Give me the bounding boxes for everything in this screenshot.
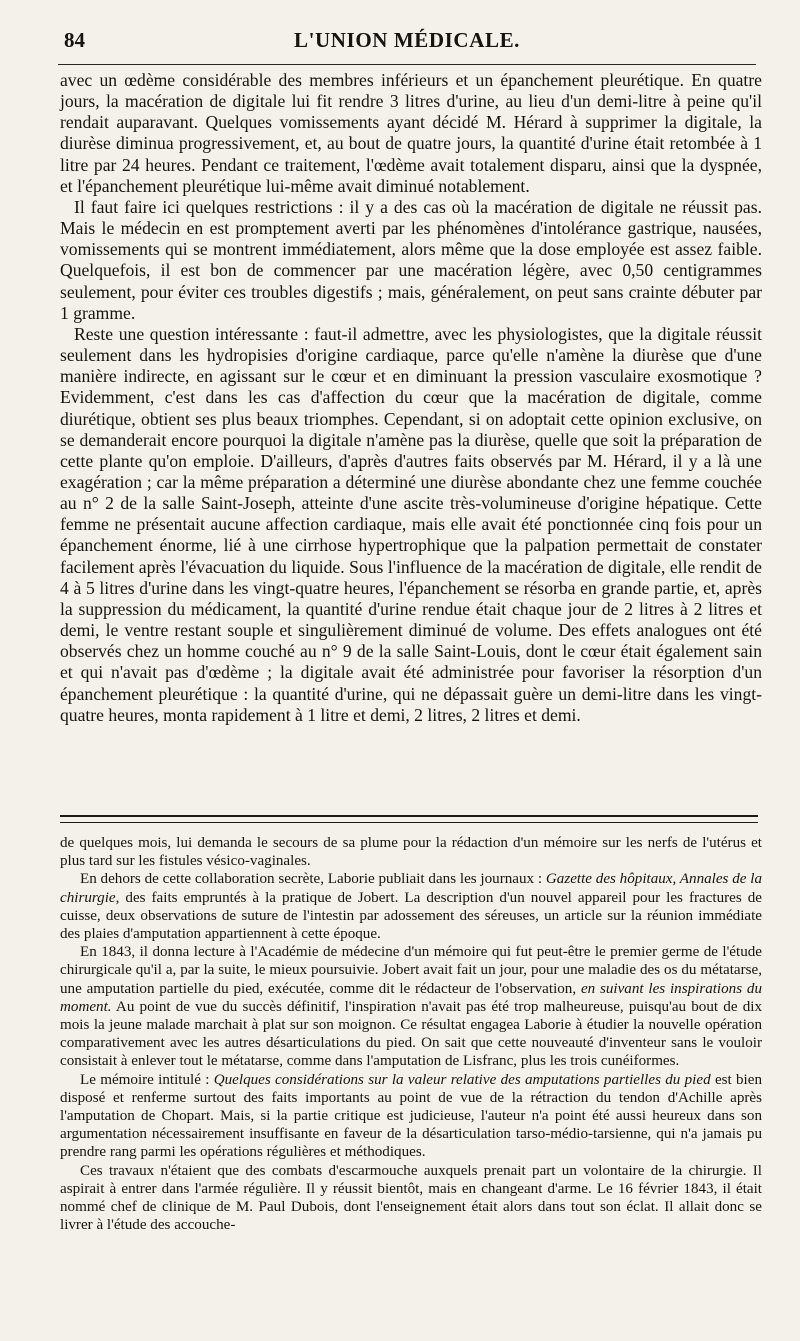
running-title: L'UNION MÉDICALE. [293, 28, 521, 52]
italic-quote: en suivant les inspirations du moment. [60, 980, 762, 1015]
header-rule [58, 64, 756, 65]
feuilleton-text: En 1843, il donna lecture à l'Académie de médecine d'un mémoire qui fut peut-être le premier germe de l'étude chirurgicale qu'il a, par la suite, le mieux poursuivie. Jobert avait fait un jour, pour une maladie des os du métatarse, une amputation partielle du pied, exécutée, comme dit le rédacteur de l'observation, [60, 944, 762, 997]
feuilleton-paragraph-2 [60, 870, 762, 943]
article-paragraph-3: Reste une question intéressante : faut-il admettre, avec les physiologistes, que la digitale réussit seulement dans les hydropisies d'origine cardiaque, parce qu'elle n'amène la diurèse que d'une manière indirecte, en agissant sur le cœur et en diminuant la pression vasculaire exosmotique ? Evidemment, c'est dans les cas d'affection du cœur que la macération de digitale, comme diurétique, obtient ses plus beaux triomphes. Cependant, si on adoptait cette opinion exclusive, on se demanderait encore pourquoi la digitale n'amène pas la diurèse, quelle que soit la préparation de cette plante qu'on emploie. D'ailleurs, d'après d'autres faits observés par M. Hérard, il y a là une exagération ; car la même préparation a déterminé une diurèse abondante chez une femme couchée au n° 2 de la salle Saint-Joseph, atteinte d'une ascite très-volumineuse d'origine hépatique. Cette femme ne présentait aucune affection cardiaque, mais elle avait été ponctionnée cinq fois pour un épanchement énorme, lié à une cirrhose hypertrophique que la palpation permettait de constater facilement après l'évacuation du liquide. Sous l'influence de la macération de digitale, elle rendit de 4 à 5 litres d'urine dans les vingt-quatre heures, l'épanchement se résorba en grande partie, et, après la suppression du médicament, la quantité d'urine rendue était chaque jour de 2 litres à 2 litres et demi, le ventre restant souple et singulièrement diminué de volume. Des effets analogues ont été observés chez un homme couché au n° 9 de la salle Saint-Louis, dont le cœur était également sain et qui n'avait pas d'œdème ; la digitale avait été administrée pour favoriser la résorption d'un épanchement pleurétique : la quantité d'urine, qui ne dépassait guère un demi-litre dans les vingt-quatre heures, monta rapidement à 1 litre et demi, 2 litres, 2 litres et demi. [60, 323, 762, 725]
feuilleton-paragraph-1: de quelques mois, lui demanda le secours de sa plume pour la rédaction d'un mémoire sur les nerfs de l'utérus et plus tard sur les fistules vésico-vaginales. [60, 835, 762, 870]
feuilleton-section [60, 834, 762, 1234]
feuilleton-text: est bien disposé et renferme surtout des faits importants au point de vue de la rétraction du tendon d'Achille après l'amputation de Chopart. Mais, si la partie critique est judicieuse, l'auteur n'a point été aussi heureux dans son argumentation nécessairement insuffisante en faveur de la désarticulation tarso-médio-tarsienne, qui n'a jamais pu prendre rang parmi les opérations régulières et méthodiques. [60, 1071, 762, 1161]
memoir-title: Quelques considérations sur la valeur relative des amputations partielles du pied [213, 1071, 711, 1088]
feuilleton-text: Le mémoire intitulé : [80, 1071, 214, 1088]
page-number: 84 [64, 28, 85, 52]
feuilleton-text: des faits empruntés à la pratique de Jobert. La description d'un nouvel appareil pour les fractures de cuisse, deux observations de suture de l'intestin par adossement des séreuses, un article sur la réunion immédiate des plaies d'amputation appartiennent à cette époque. [60, 889, 762, 943]
feuilleton-paragraph-5: Ces travaux n'étaient que des combats d'escarmouche auxquels prenait part un volontaire de la chirurgie. Il aspirait à entrer dans l'armée régulière. Il y réussit bientôt, mais en changeant d'arme. Le 16 février 1843, il était nommé chef de clinique de M. Paul Dubois, dont l'enseignement était alors dans tout son éclat. Il allait donc se livrer à l'étude des accouche- [60, 1162, 762, 1234]
feuilleton-text: Au point de vue du succès définitif, l'inspiration n'avait pas été trop malheureuse, puisqu'au bout de dix mois la jeune malade marchait à plat sur son moignon. Ce résultat engagea Laborie à étudier la nouvelle opération comparativement avec les autres désarticulations du pied. On sait que cette nouveauté d'inventeur sans le vouloir consistait à enlever tout le métatarse, comme dans l'amputation de Lisfranc, plus les trois cunéiformes. [60, 998, 762, 1070]
feuilleton-text: En dehors de cette collaboration secrète, Laborie publiait dans les journaux : [80, 871, 546, 888]
feuilleton-divider [60, 815, 758, 823]
main-article [60, 70, 762, 726]
feuilleton-paragraph-3 [60, 943, 762, 1070]
page-header [58, 22, 756, 62]
article-paragraph-1: avec un œdème considérable des membres inférieurs et un épanchement pleurétique. En quatre jours, la macération de digitale lui fit rendre 3 litres d'urine, au lieu d'un demi-litre à peine qu'il rendait auparavant. Quelques vomissements ayant décidé M. Hérard à supprimer la digitale, la diurèse diminua progressivement, et, au bout de quatre jours, la quantité d'urine était retombée à 1 litre par 24 heures. Pendant ce traitement, l'œdème avait totalement disparu, ainsi que la dyspnée, et l'épanchement pleurétique lui-même avait diminué notablement. [60, 70, 762, 196]
article-paragraph-2: Il faut faire ici quelques restrictions : il y a des cas où la macération de digitale ne réussit pas. Mais le médecin en est promptement averti par les phénomènes d'intolérance gastrique, nausées, vomissements qui se montrent immédiatement, alors même que la dose employée est assez faible. Quelquefois, il est bon de commencer par une macération légère, avec 0,50 centigrammes seulement, pour éviter ces troubles digestifs ; mais, généralement, on peut sans crainte débuter par 1 gramme. [60, 196, 762, 323]
feuilleton-paragraph-4 [60, 1071, 762, 1162]
journal-titles: Gazette des hôpitaux, Annales de la chirurgie, [60, 871, 762, 906]
